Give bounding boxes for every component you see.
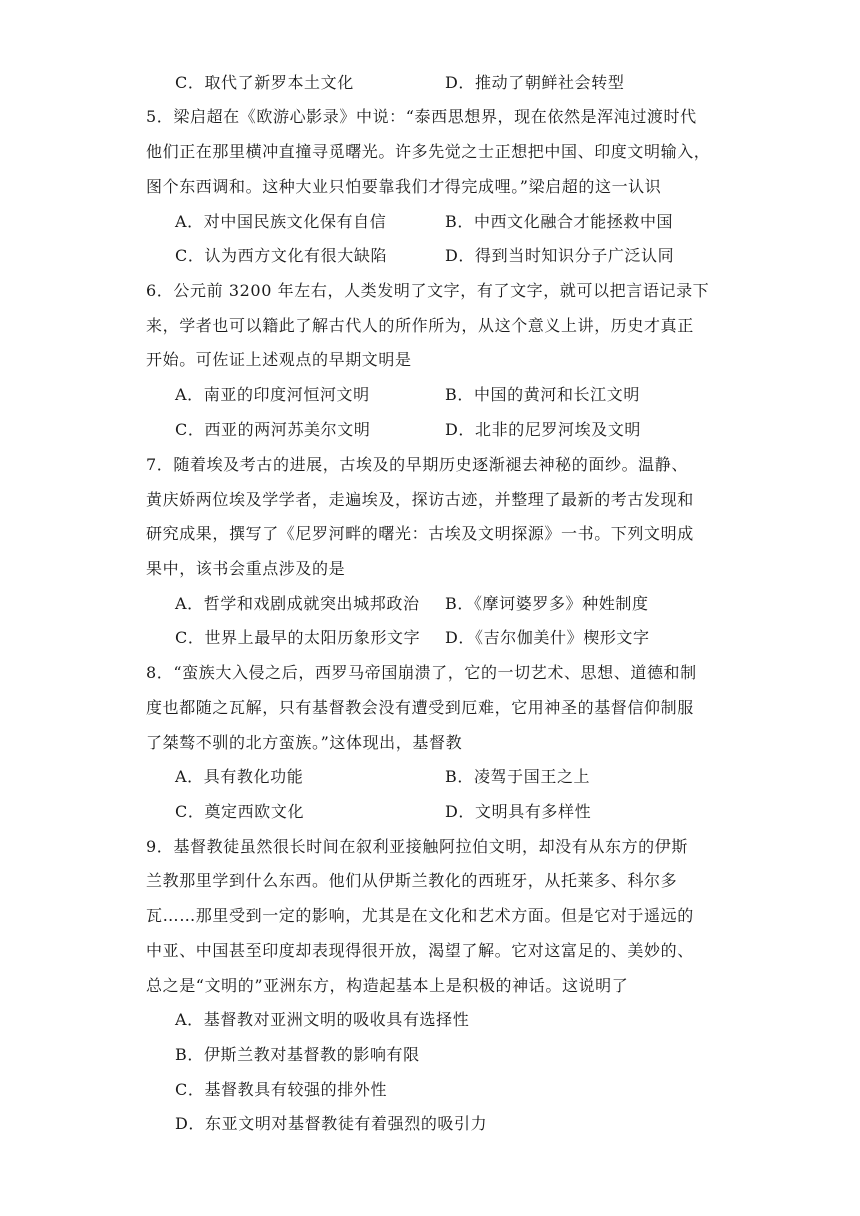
q5-option-d[interactable]: D．得到当时知识分子广泛认同 [445,246,675,265]
q5-stem-line: 5．梁启超在《欧游心影录》中说：“泰西思想界，现在依然是浑沌过渡时代 [146,107,697,126]
q5-option-c[interactable]: C．认为西方文化有很大缺陷 [175,246,388,265]
q9-stem-line: 中亚、中国甚至印度却表现得很开放，渴望了解。它对这富足的、美妙的、 [146,941,694,960]
q8-option-a[interactable]: A．具有教化功能 [175,767,304,786]
q6-stem-line: 6．公元前 3200 年左右，人类发明了文字，有了文字，就可以把言语记录下 [146,281,710,300]
q9-stem-line: 兰教那里学到什么东西。他们从伊斯兰教化的西班牙，从托莱多、科尔多 [146,871,678,890]
q8-stem-line: 8．“蛮族大入侵之后，西罗马帝国崩溃了，它的一切艺术、思想、道德和制 [146,663,697,682]
q8-stem-line: 度也都随之瓦解，只有基督教会没有遭受到厄难，它用神圣的基督信仰制服 [146,698,694,717]
q6-option-c[interactable]: C．西亚的两河苏美尔文明 [175,420,371,439]
q5-stem-line: 图个东西调和。这种大业只怕要靠我们才得完成哩。”梁启超的这一认识 [146,177,662,196]
q4-option-d[interactable]: D．推动了朝鲜社会转型 [445,73,625,92]
q5-option-b[interactable]: B．中西文化融合才能拯救中国 [445,212,674,231]
q7-option-a[interactable]: A．哲学和戏剧成就突出城邦政治 [175,594,420,613]
q6-stem-line: 开始。可佐证上述观点的早期文明是 [146,350,412,369]
q9-option-c[interactable]: C．基督教具有较强的排外性 [175,1080,388,1099]
q7-option-b[interactable]: B．《摩诃婆罗多》种姓制度 [445,594,649,613]
q5-option-a[interactable]: A．对中国民族文化保有自信 [175,212,387,231]
q8-option-c[interactable]: C．奠定西欧文化 [175,802,305,821]
q7-stem-line: 研究成果，撰写了《尼罗河畔的曙光：古埃及文明探源》一书。下列文明成 [146,524,694,543]
q9-stem-line: 总之是“文明的”亚洲东方，构造起基本上是积极的神话。这说明了 [146,976,629,995]
q9-option-d[interactable]: D．东亚文明对基督教徒有着强烈的吸引力 [175,1114,488,1133]
q6-option-a[interactable]: A．南亚的印度河恒河文明 [175,385,370,404]
q7-option-c[interactable]: C．世界上最早的太阳历象形文字 [175,628,421,647]
q7-option-d[interactable]: D．《吉尔伽美什》楔形文字 [445,628,650,647]
q4-option-c[interactable]: C．取代了新罗本土文化 [175,73,354,92]
q6-option-b[interactable]: B．中国的黄河和长江文明 [445,385,640,404]
q7-stem-line: 7．随着埃及考古的进展，古埃及的早期历史逐渐褪去神秘的面纱。温静、 [146,455,688,474]
q9-stem-line: 瓦……那里受到一定的影响，尤其是在文化和艺术方面。但是它对于遥远的 [146,906,694,925]
q6-option-d[interactable]: D．北非的尼罗河埃及文明 [445,420,642,439]
q8-option-b[interactable]: B．凌驾于国王之上 [445,767,591,786]
q7-stem-line: 果中，该书会重点涉及的是 [146,559,346,578]
q8-stem-line: 了桀骜不驯的北方蛮族。”这体现出，基督教 [146,733,463,752]
q6-stem-line: 来，学者也可以籍此了解古代人的所作所为，从这个意义上讲，历史才真正 [146,316,694,335]
q9-option-b[interactable]: B．伊斯兰教对基督教的影响有限 [175,1045,420,1064]
q5-stem-line: 他们正在那里横冲直撞寻觅曙光。许多先觉之士正想把中国、印度文明输入， [146,142,711,161]
q9-stem-line: 9．基督教徒虽然很长时间在叙利亚接触阿拉伯文明，却没有从东方的伊斯 [146,837,688,856]
q7-stem-line: 黄庆娇两位埃及学学者，走遍埃及，探访古迹，并整理了最新的考古发现和 [146,490,694,509]
q9-option-a[interactable]: A．基督教对亚洲文明的吸收具有选择性 [175,1010,470,1029]
q8-option-d[interactable]: D．文明具有多样性 [445,802,592,821]
